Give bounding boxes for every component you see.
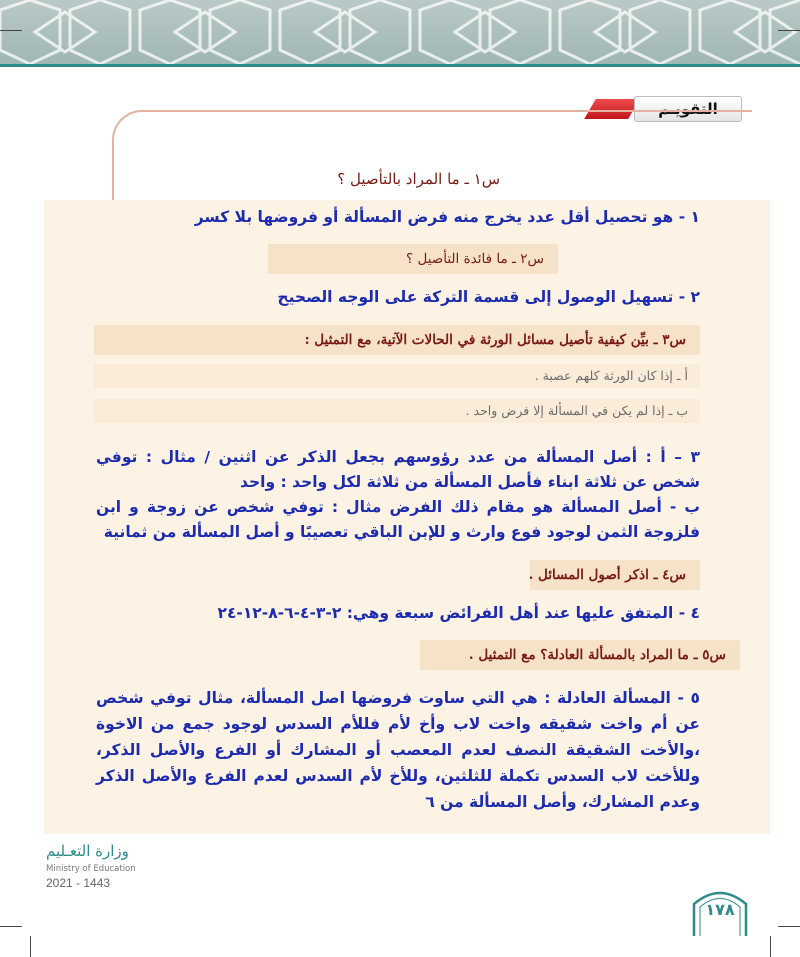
crop-mark — [30, 936, 31, 957]
section-title: التقويـم — [634, 96, 742, 122]
question-4: س٤ ـ اذكر أصول المسائل . — [530, 560, 700, 590]
question-3: س٣ ـ بيِّن كيفية تأصيل مسائل الورثة في الحالات الآتية، مع التمثيل : — [94, 325, 700, 355]
page-number — [690, 888, 750, 936]
answer-2: ٢ - تسهيل الوصول إلى قسمة التركة على الوجه الصحيح — [277, 288, 700, 306]
question-3-part-a: أ ـ إذا كان الورثة كلهم عصبة . — [94, 364, 700, 388]
ministry-logo — [46, 842, 196, 892]
crop-mark — [770, 936, 771, 957]
crop-mark — [778, 30, 800, 31]
crop-mark — [0, 926, 22, 927]
edition-year: 2021 - 1443 — [46, 876, 111, 890]
crop-mark — [0, 30, 22, 31]
ministry-name-english: Ministry of Education — [46, 864, 136, 874]
answer-3b: ب - أصل المسألة هو مقام ذلك الفرض مثال : توفي شخص عن زوجة و ابن فلزوجة الثمن لوجود فوع وارث و للإبن الباقي تعصيبًا و أصل المسألة من ثمانية — [96, 498, 700, 541]
answer-5: ٥ - المسألة العادلة : هي التي ساوت فروضها اصل المسألة، مثال توفي شخص عن أم واخت شقيقه واخت لاب وأخ لأم فللأم السدس لوجود جمع من الاخوة ،والأخت الشقيقة النصف لعدم المعصب أو المشارك أو الفرع والأصل الذكر، وللأخت لاب السدس تكملة للثلثين، وللأخ لأم السدس لعدم الفرع والأصل الذكر وعدم المشارك، وأصل المسألة من ٦ — [96, 689, 700, 811]
question-3-part-b: ب ـ إذا لم يكن في المسألة إلا فرض واحد . — [94, 399, 700, 423]
ministry-name-arabic: وزارة التعـليم — [46, 842, 129, 860]
question-5: س٥ ـ ما المراد بالمسألة العادلة؟ مع التمثيل . — [420, 640, 740, 670]
answer-1: ١ - هو تحصيل أقل عدد يخرج منه فرض المسألة أو فروضها بلا كسر — [194, 208, 700, 226]
answer-4: ٤ - المتفق عليها عند أهل الفرائض سبعة وهي: ٢-٣-٤-٦-٨-١٢-٢٤ — [217, 604, 700, 622]
answer-3a: ٣ – أ : أصل المسألة من عدد رؤوسهم بجعل الذكر عن اثنين / مثال : توفي شخص عن ثلاثة ابناء فأصل المسألة من ثلاثة لكل واحد : واحد — [96, 448, 700, 491]
content-frame — [112, 110, 752, 210]
banner-divider — [0, 64, 800, 67]
decorative-banner — [0, 0, 800, 66]
question-2: س٢ ـ ما فائدة التأصيل ؟ — [268, 244, 558, 274]
question-1: س١ ـ ما المراد بالتأصيل ؟ — [337, 170, 500, 188]
page-number-text: ١٧٨ — [705, 900, 735, 919]
geometric-pattern-icon — [0, 0, 800, 66]
crop-mark — [778, 926, 800, 927]
